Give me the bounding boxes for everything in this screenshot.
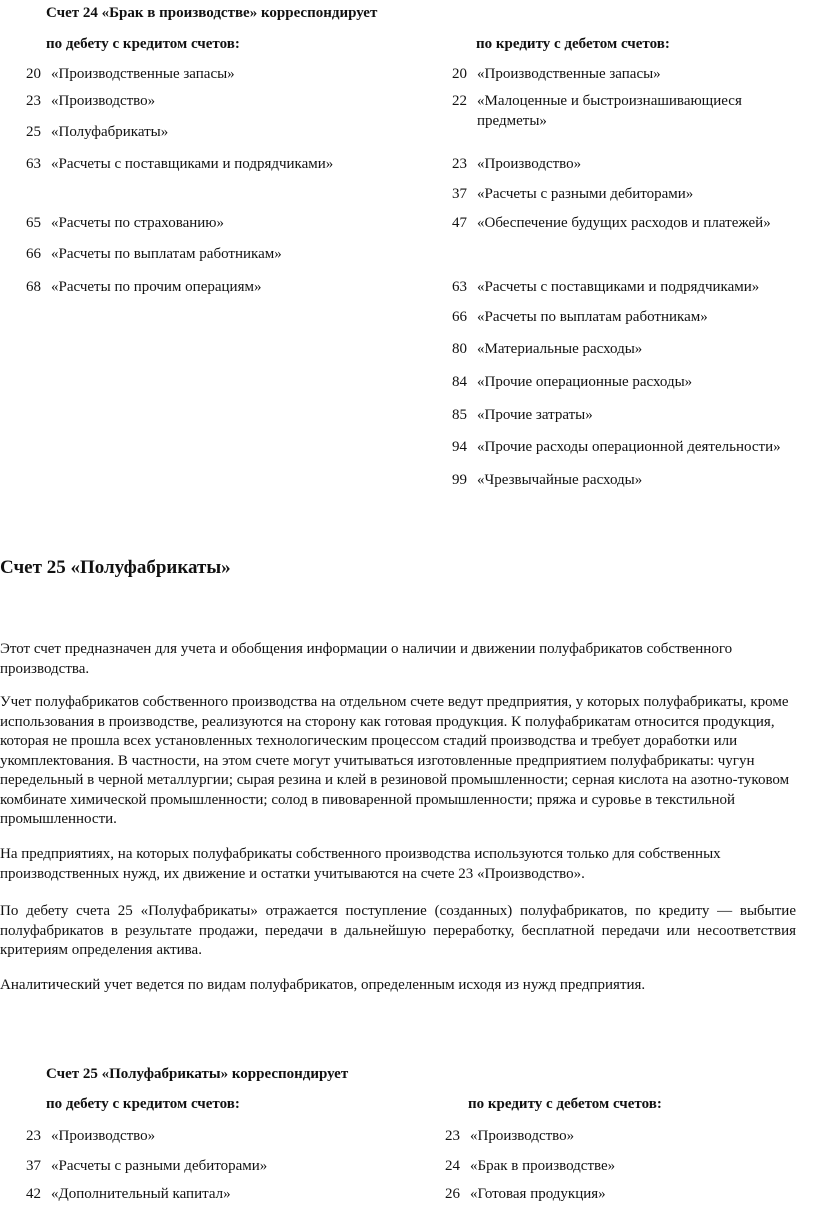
account-number: 26 [445, 1186, 460, 1202]
account-name: «Прочие расходы операционной деятельности» [477, 439, 781, 455]
account-name: «Прочие затраты» [477, 407, 593, 423]
account-number: 23 [26, 93, 41, 109]
debit-entry [26, 277, 261, 297]
credit-entry [452, 307, 708, 327]
account-number: 63 [26, 156, 41, 172]
account-name: «Производство» [470, 1128, 575, 1144]
account-number: 23 [445, 1128, 460, 1144]
account-number: 23 [26, 1128, 41, 1144]
credit-column-header: по кредиту с дебетом счетов: [468, 1096, 662, 1112]
account-name: «Производственные запасы» [51, 66, 235, 82]
account-name: «Малоценные и быстроизнашивающиеся предметы» [477, 93, 742, 129]
credit-entry [445, 1184, 606, 1204]
account-name: «Расчеты с разными дебиторами» [477, 186, 694, 202]
account-name: «Производственные запасы» [477, 66, 661, 82]
account-name: «Производство» [51, 93, 156, 109]
debit-entry [26, 213, 224, 233]
credit-column-header: по кредиту с дебетом счетов: [476, 36, 670, 52]
account-name: «Брак в производстве» [470, 1158, 616, 1174]
debit-entry [26, 1156, 267, 1176]
credit-entry [452, 213, 771, 233]
section-title: Счет 25 «Полуфабрикаты» [0, 557, 231, 578]
paragraph: Аналитический учет ведется по видам полуфабрикатов, определенным исходя из нужд предприятия. [0, 977, 646, 993]
paragraph: По дебету счета 25 «Полуфабрикаты» отражается поступление (созданных) полуфабрикатов, по кредиту — выбытие полуфабрикатов в результате продажи, передачи в дальнейшую переработку, бесплатной передачи или несоответствия критериям определения актива. [0, 903, 796, 958]
credit-entry [452, 154, 581, 174]
account-name: «Расчеты по выплатам работникам» [477, 309, 708, 325]
paragraph: Этот счет предназначен для учета и обобщения информации о наличии и движении полуфабрикатов собственного производства. [0, 641, 733, 677]
credit-entry [452, 372, 692, 392]
account-name: «Расчеты с разными дебиторами» [51, 1158, 268, 1174]
account-number: 65 [26, 215, 41, 231]
account-number: 37 [452, 186, 467, 202]
credit-entry [452, 184, 693, 204]
account-number: 42 [26, 1186, 41, 1202]
account-number: 94 [452, 439, 467, 455]
account-number: 37 [26, 1158, 41, 1174]
account-number: 66 [452, 309, 467, 325]
debit-entry [26, 64, 235, 84]
credit-entry [452, 405, 593, 425]
account-number: 22 [452, 93, 467, 109]
account-24-heading: Счет 24 «Брак в производстве» корреспондирует [46, 5, 378, 21]
account-number: 20 [26, 66, 41, 82]
account-name: «Производство» [477, 156, 582, 172]
debit-entry [26, 91, 155, 111]
account-name: «Материальные расходы» [477, 341, 643, 357]
account-number: 68 [26, 279, 41, 295]
account-25-heading: Счет 25 «Полуфабрикаты» корреспондирует [46, 1066, 349, 1082]
account-number: 63 [452, 279, 467, 295]
account-name: «Расчеты по прочим операциям» [51, 279, 262, 295]
paragraph: Учет полуфабрикатов собственного производства на отдельном счете ведут предприятия, у которых полуфабрикаты, кроме использования в производстве, реализуются на сторону как готовая продукция. К полуфабрикатам относится продукция, которая не прошла всех установленных технологическим процессом стадий производства и требует доработки или укомплектования. В частности, на этом счете могут учитываться изготовленные предприятием полуфабрикаты: чугун передельный в черной металлургии; сырая резина и клей в резиновой промышленности; серная кислота на азотно-туковом комбинате химической промышленности; солод в пивоваренной промышленности; пряжа и суровье в текстильной промышленности. [0, 694, 790, 827]
debit-column-header: по дебету с кредитом счетов: [46, 1096, 240, 1112]
account-name: «Прочие операционные расходы» [477, 374, 693, 390]
account-number: 85 [452, 407, 467, 423]
debit-entry [26, 122, 168, 142]
account-number: 80 [452, 341, 467, 357]
account-name: «Расчеты по выплатам работникам» [51, 246, 282, 262]
debit-column-header: по дебету с кредитом счетов: [46, 36, 240, 52]
credit-entry [452, 339, 642, 359]
credit-entry [445, 1156, 615, 1176]
account-number: 84 [452, 374, 467, 390]
account-number: 23 [452, 156, 467, 172]
account-number: 24 [445, 1158, 460, 1174]
account-name: «Расчеты с поставщиками и подрядчиками» [477, 279, 760, 295]
debit-entry [26, 244, 282, 264]
credit-entry [452, 64, 661, 84]
account-number: 25 [26, 124, 41, 140]
debit-entry [26, 1126, 155, 1146]
account-name: «Обеспечение будущих расходов и платежей» [477, 215, 771, 231]
account-name: «Расчеты с поставщиками и подрядчиками» [51, 156, 334, 172]
account-name: «Готовая продукция» [470, 1186, 606, 1202]
account-name: «Производство» [51, 1128, 156, 1144]
credit-entry [452, 470, 642, 490]
credit-entry [445, 1126, 574, 1146]
credit-entry [452, 91, 772, 131]
account-number: 66 [26, 246, 41, 262]
credit-entry [452, 277, 759, 297]
credit-entry [452, 437, 781, 457]
account-number: 47 [452, 215, 467, 231]
account-number: 99 [452, 472, 467, 488]
paragraph: На предприятиях, на которых полуфабрикаты собственного производства используются только для собственных производственных нужд, их движение и остатки учитываются на счете 23 «Производство». [0, 846, 721, 882]
account-name: «Дополнительный капитал» [51, 1186, 231, 1202]
debit-entry [26, 1184, 231, 1204]
account-name: «Полуфабрикаты» [51, 124, 169, 140]
debit-entry [26, 154, 333, 174]
account-name: «Чрезвычайные расходы» [477, 472, 643, 488]
account-number: 20 [452, 66, 467, 82]
account-name: «Расчеты по страхованию» [51, 215, 225, 231]
